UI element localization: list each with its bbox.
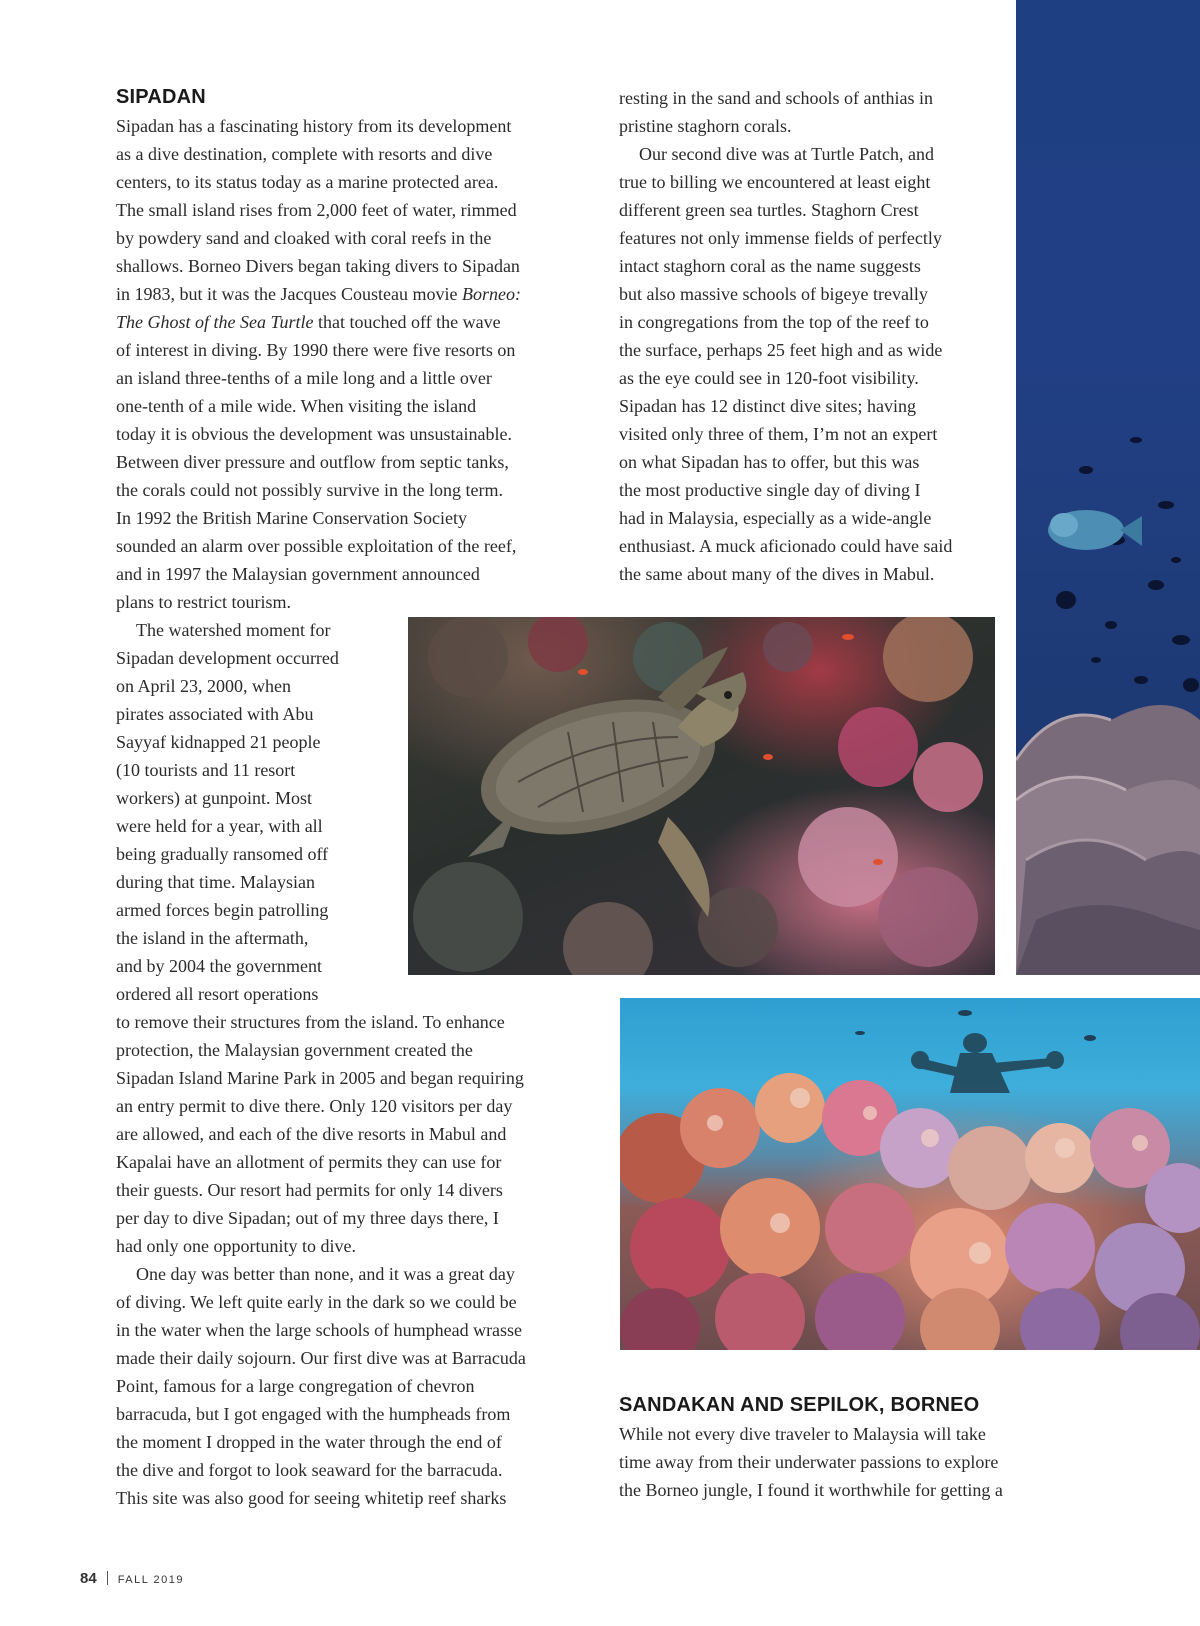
reef-fish-photo (1016, 0, 1200, 975)
body-line: in the water when the large schools of humphead wrasse (116, 1320, 523, 1340)
body-line: In 1992 the British Marine Conservation Society (116, 508, 467, 528)
body-line: pirates associated with Abu (116, 704, 314, 724)
body-line: Sipadan development occurred (116, 648, 339, 668)
body-line: Sipadan Island Marine Park in 2005 and began requiring (116, 1068, 524, 1088)
body-line: during that time. Malaysian (116, 872, 315, 892)
body-line: The watershed moment for (136, 620, 331, 640)
body-line: as the eye could see in 120-foot visibility. (619, 368, 919, 388)
body-line: by powdery sand and cloaked with coral reefs in the (116, 228, 492, 248)
body-line: workers) at gunpoint. Most (116, 788, 312, 808)
page-footer (80, 1570, 184, 1587)
sea-turtle-photo (408, 617, 995, 975)
body-line: being gradually ransomed off (116, 844, 329, 864)
body-line: Point, famous for a large congregation of chevron (116, 1376, 475, 1396)
body-line: One day was better than none, and it was a great day (136, 1264, 515, 1284)
body-line: today it is obvious the development was unsustainable. (116, 424, 512, 444)
body-line: plans to restrict tourism. (116, 592, 291, 612)
body-line: in congregations from the top of the reef to (619, 312, 929, 332)
body-line: per day to dive Sipadan; out of my three days there, I (116, 1208, 499, 1228)
body-line: the Borneo jungle, I found it worthwhile for getting a (619, 1480, 1003, 1500)
body-line: features not only immense fields of perfectly (619, 228, 942, 248)
body-line: different green sea turtles. Staghorn Crest (619, 200, 919, 220)
body-line: the dive and forgot to look seaward for the barracuda. (116, 1460, 503, 1480)
body-line: time away from their underwater passions to explore (619, 1452, 999, 1472)
body-line: one-tenth of a mile wide. When visiting the island (116, 396, 477, 416)
body-line: protection, the Malaysian government created the (116, 1040, 473, 1060)
body-line: and in 1997 the Malaysian government announced (116, 564, 480, 584)
body-line: Sipadan has a fascinating history from its development (116, 116, 512, 136)
body-line: Between diver pressure and outflow from septic tanks, (116, 452, 509, 472)
footer-divider (107, 1571, 108, 1585)
body-line: This site was also good for seeing whitetip reef sharks (116, 1488, 507, 1508)
body-line: made their daily sojourn. Our first dive was at Barracuda (116, 1348, 526, 1368)
body-line: While not every dive traveler to Malaysia will take (619, 1424, 986, 1444)
body-line: ordered all resort operations (116, 984, 319, 1004)
body-line: to remove their structures from the island. To enhance (116, 1012, 505, 1032)
body-line: pristine staghorn corals. (619, 116, 792, 136)
body-line: the island in the aftermath, (116, 928, 309, 948)
body-line: an island three-tenths of a mile long and a little over (116, 368, 492, 388)
body-line: true to billing we encountered at least eight (619, 172, 931, 192)
body-line: barracuda, but I got engaged with the humpheads from (116, 1404, 511, 1424)
body-line: armed forces begin patrolling (116, 900, 329, 920)
page-number: 84 (80, 1570, 97, 1587)
body-line: enthusiast. A muck aficionado could have said (619, 536, 953, 556)
body-line: resting in the sand and schools of anthias in (619, 88, 933, 108)
body-line: Kapalai have an allotment of permits they can use for (116, 1152, 502, 1172)
body-line: their guests. Our resort had permits for only 14 divers (116, 1180, 503, 1200)
body-line: centers, to its status today as a marine protected area. (116, 172, 499, 192)
body-line: the moment I dropped in the water through the end of (116, 1432, 502, 1452)
body-line: Sipadan has 12 distinct dive sites; having (619, 396, 916, 416)
body-line: are allowed, and each of the dive resorts in Mabul and (116, 1124, 507, 1144)
body-line: shallows. Borneo Divers began taking divers to Sipadan (116, 256, 520, 276)
body-line: the surface, perhaps 25 feet high and as wide (619, 340, 943, 360)
body-line: and by 2004 the government (116, 956, 322, 976)
section-heading-sandakan: SANDAKAN AND SEPILOK, BORNEO (619, 1394, 980, 1416)
body-line: the most productive single day of diving I (619, 480, 921, 500)
body-line: of diving. We left quite early in the dark so we could be (116, 1292, 517, 1312)
body-line: The Ghost of the Sea Turtle that touched off the wave (116, 312, 501, 332)
body-line: intact staghorn coral as the name suggests (619, 256, 921, 276)
body-line: the corals could not possibly survive in the long term. (116, 480, 503, 500)
body-line: Our second dive was at Turtle Patch, and (639, 144, 934, 164)
body-line: in 1983, but it was the Jacques Cousteau movie Borneo: (116, 284, 521, 304)
body-line: The small island rises from 2,000 feet of water, rimmed (116, 200, 517, 220)
body-line: an entry permit to dive there. Only 120 visitors per day (116, 1096, 513, 1116)
body-line: had in Malaysia, especially as a wide-angle (619, 508, 932, 528)
film-title: The Ghost of the Sea Turtle (116, 312, 314, 332)
body-line: visited only three of them, I’m not an expert (619, 424, 938, 444)
body-line: but also massive schools of bigeye trevally (619, 284, 928, 304)
soft-coral-diver-photo (620, 998, 1200, 1350)
body-line: on what Sipadan has to offer, but this was (619, 452, 920, 472)
film-title: Borneo: (461, 284, 521, 304)
issue-label: FALL 2019 (117, 1574, 184, 1586)
body-line: of interest in diving. By 1990 there were five resorts on (116, 340, 516, 360)
body-line: the same about many of the dives in Mabul. (619, 564, 935, 584)
body-line: were held for a year, with all (116, 816, 323, 836)
body-line: Sayyaf kidnapped 21 people (116, 732, 321, 752)
body-line: as a dive destination, complete with resorts and dive (116, 144, 493, 164)
body-line: had only one opportunity to dive. (116, 1236, 356, 1256)
body-line: on April 23, 2000, when (116, 676, 291, 696)
body-line: (10 tourists and 11 resort (116, 760, 296, 780)
body-line: sounded an alarm over possible exploitation of the reef, (116, 536, 517, 556)
section-heading-sipadan: SIPADAN (116, 86, 206, 108)
